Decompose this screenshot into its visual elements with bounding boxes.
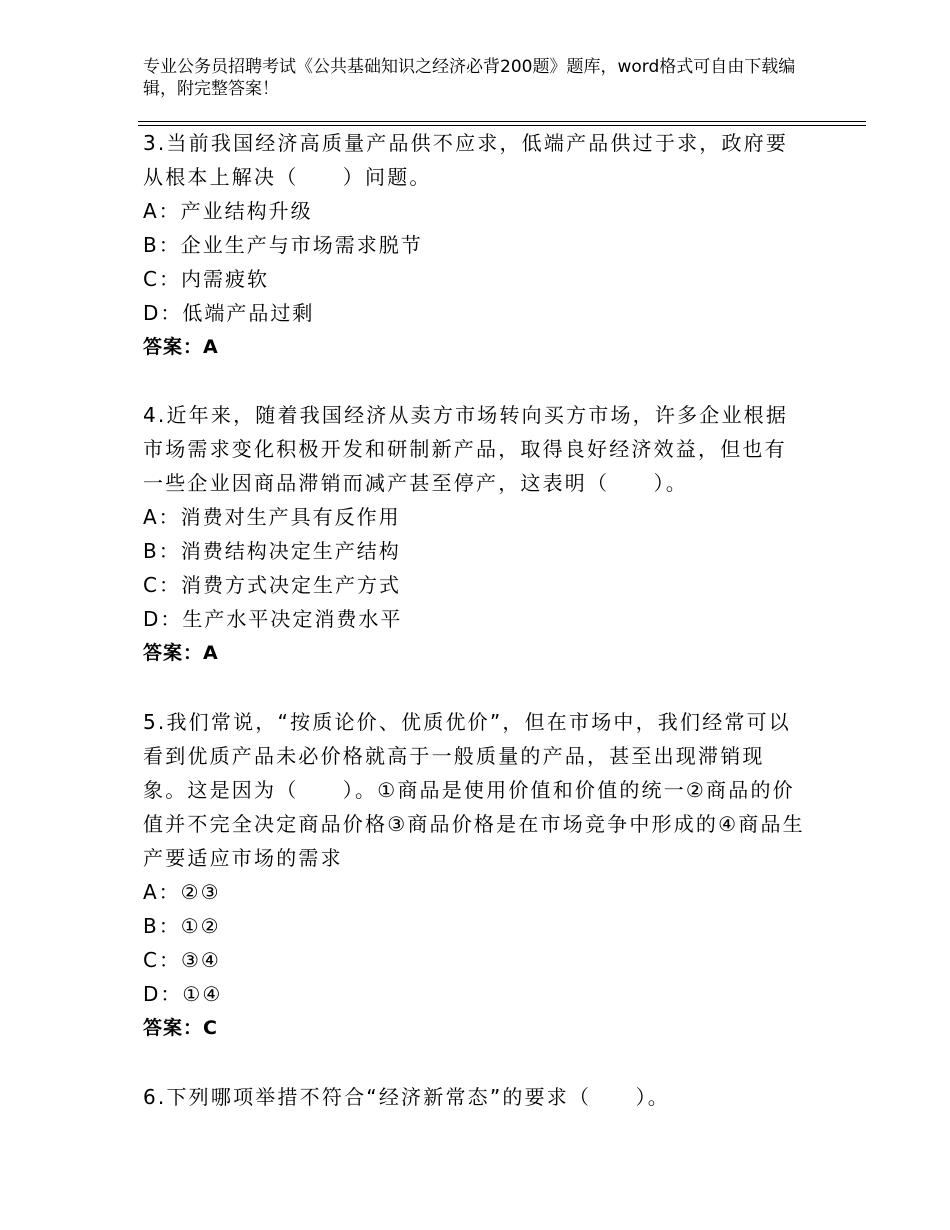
header-divider-top bbox=[138, 121, 866, 122]
question-stem: 3.当前我国经济高质量产品供不应求，低端产品供过于求，政府要从根本上解决（ ）问题。 bbox=[143, 131, 789, 189]
question-stem: 4.近年来，随着我国经济从卖方市场转向买方市场，许多企业根据市场需求变化积极开发和研制新产品，取得良好经济效益，但也有一些企业因商品滞销而减产甚至停产，这表明（ ）。 bbox=[143, 403, 789, 495]
option-b: B：企业生产与市场需求脱节 bbox=[143, 233, 423, 257]
question-5 bbox=[143, 705, 808, 1045]
option-d: D：①④ bbox=[143, 982, 223, 1006]
question-stem: 6.下列哪项举措不符合“经济新常态”的要求（ ）。 bbox=[143, 1085, 671, 1109]
question-4 bbox=[143, 398, 803, 670]
document-header: 专业公务员招聘考试《公共基础知识之经济必背200题》题库，word格式可自由下载编辑，附完整答案！ bbox=[143, 57, 796, 99]
option-c: C：③④ bbox=[143, 948, 221, 972]
option-d: D：生产水平决定消费水平 bbox=[143, 607, 403, 631]
answer-line: 答案：A bbox=[143, 642, 219, 664]
question-6 bbox=[143, 1080, 803, 1114]
answer-line: 答案：C bbox=[143, 1017, 218, 1039]
option-a: A：消费对生产具有反作用 bbox=[143, 505, 401, 529]
option-a: A：产业结构升级 bbox=[143, 199, 313, 223]
option-b: B：消费结构决定生产结构 bbox=[143, 539, 401, 563]
option-c: C：消费方式决定生产方式 bbox=[143, 573, 401, 597]
option-a: A：②③ bbox=[143, 880, 221, 904]
question-stem: 5.我们常说，“按质论价、优质优价”，但在市场中，我们经常可以看到优质产品未必价格就高于一般质量的产品，甚至出现滞销现象。这是因为（ ）。①商品是使用价值和价值的统一②商品的价值并不完全决定商品价格③商品价格是在市场竞争中形成的④商品生产要适应市场的需求 bbox=[143, 710, 805, 870]
question-3 bbox=[143, 126, 803, 364]
option-d: D：低端产品过剩 bbox=[143, 301, 315, 325]
option-b: B：①② bbox=[143, 914, 221, 938]
option-c: C：内需疲软 bbox=[143, 267, 269, 291]
answer-line: 答案：A bbox=[143, 336, 219, 358]
